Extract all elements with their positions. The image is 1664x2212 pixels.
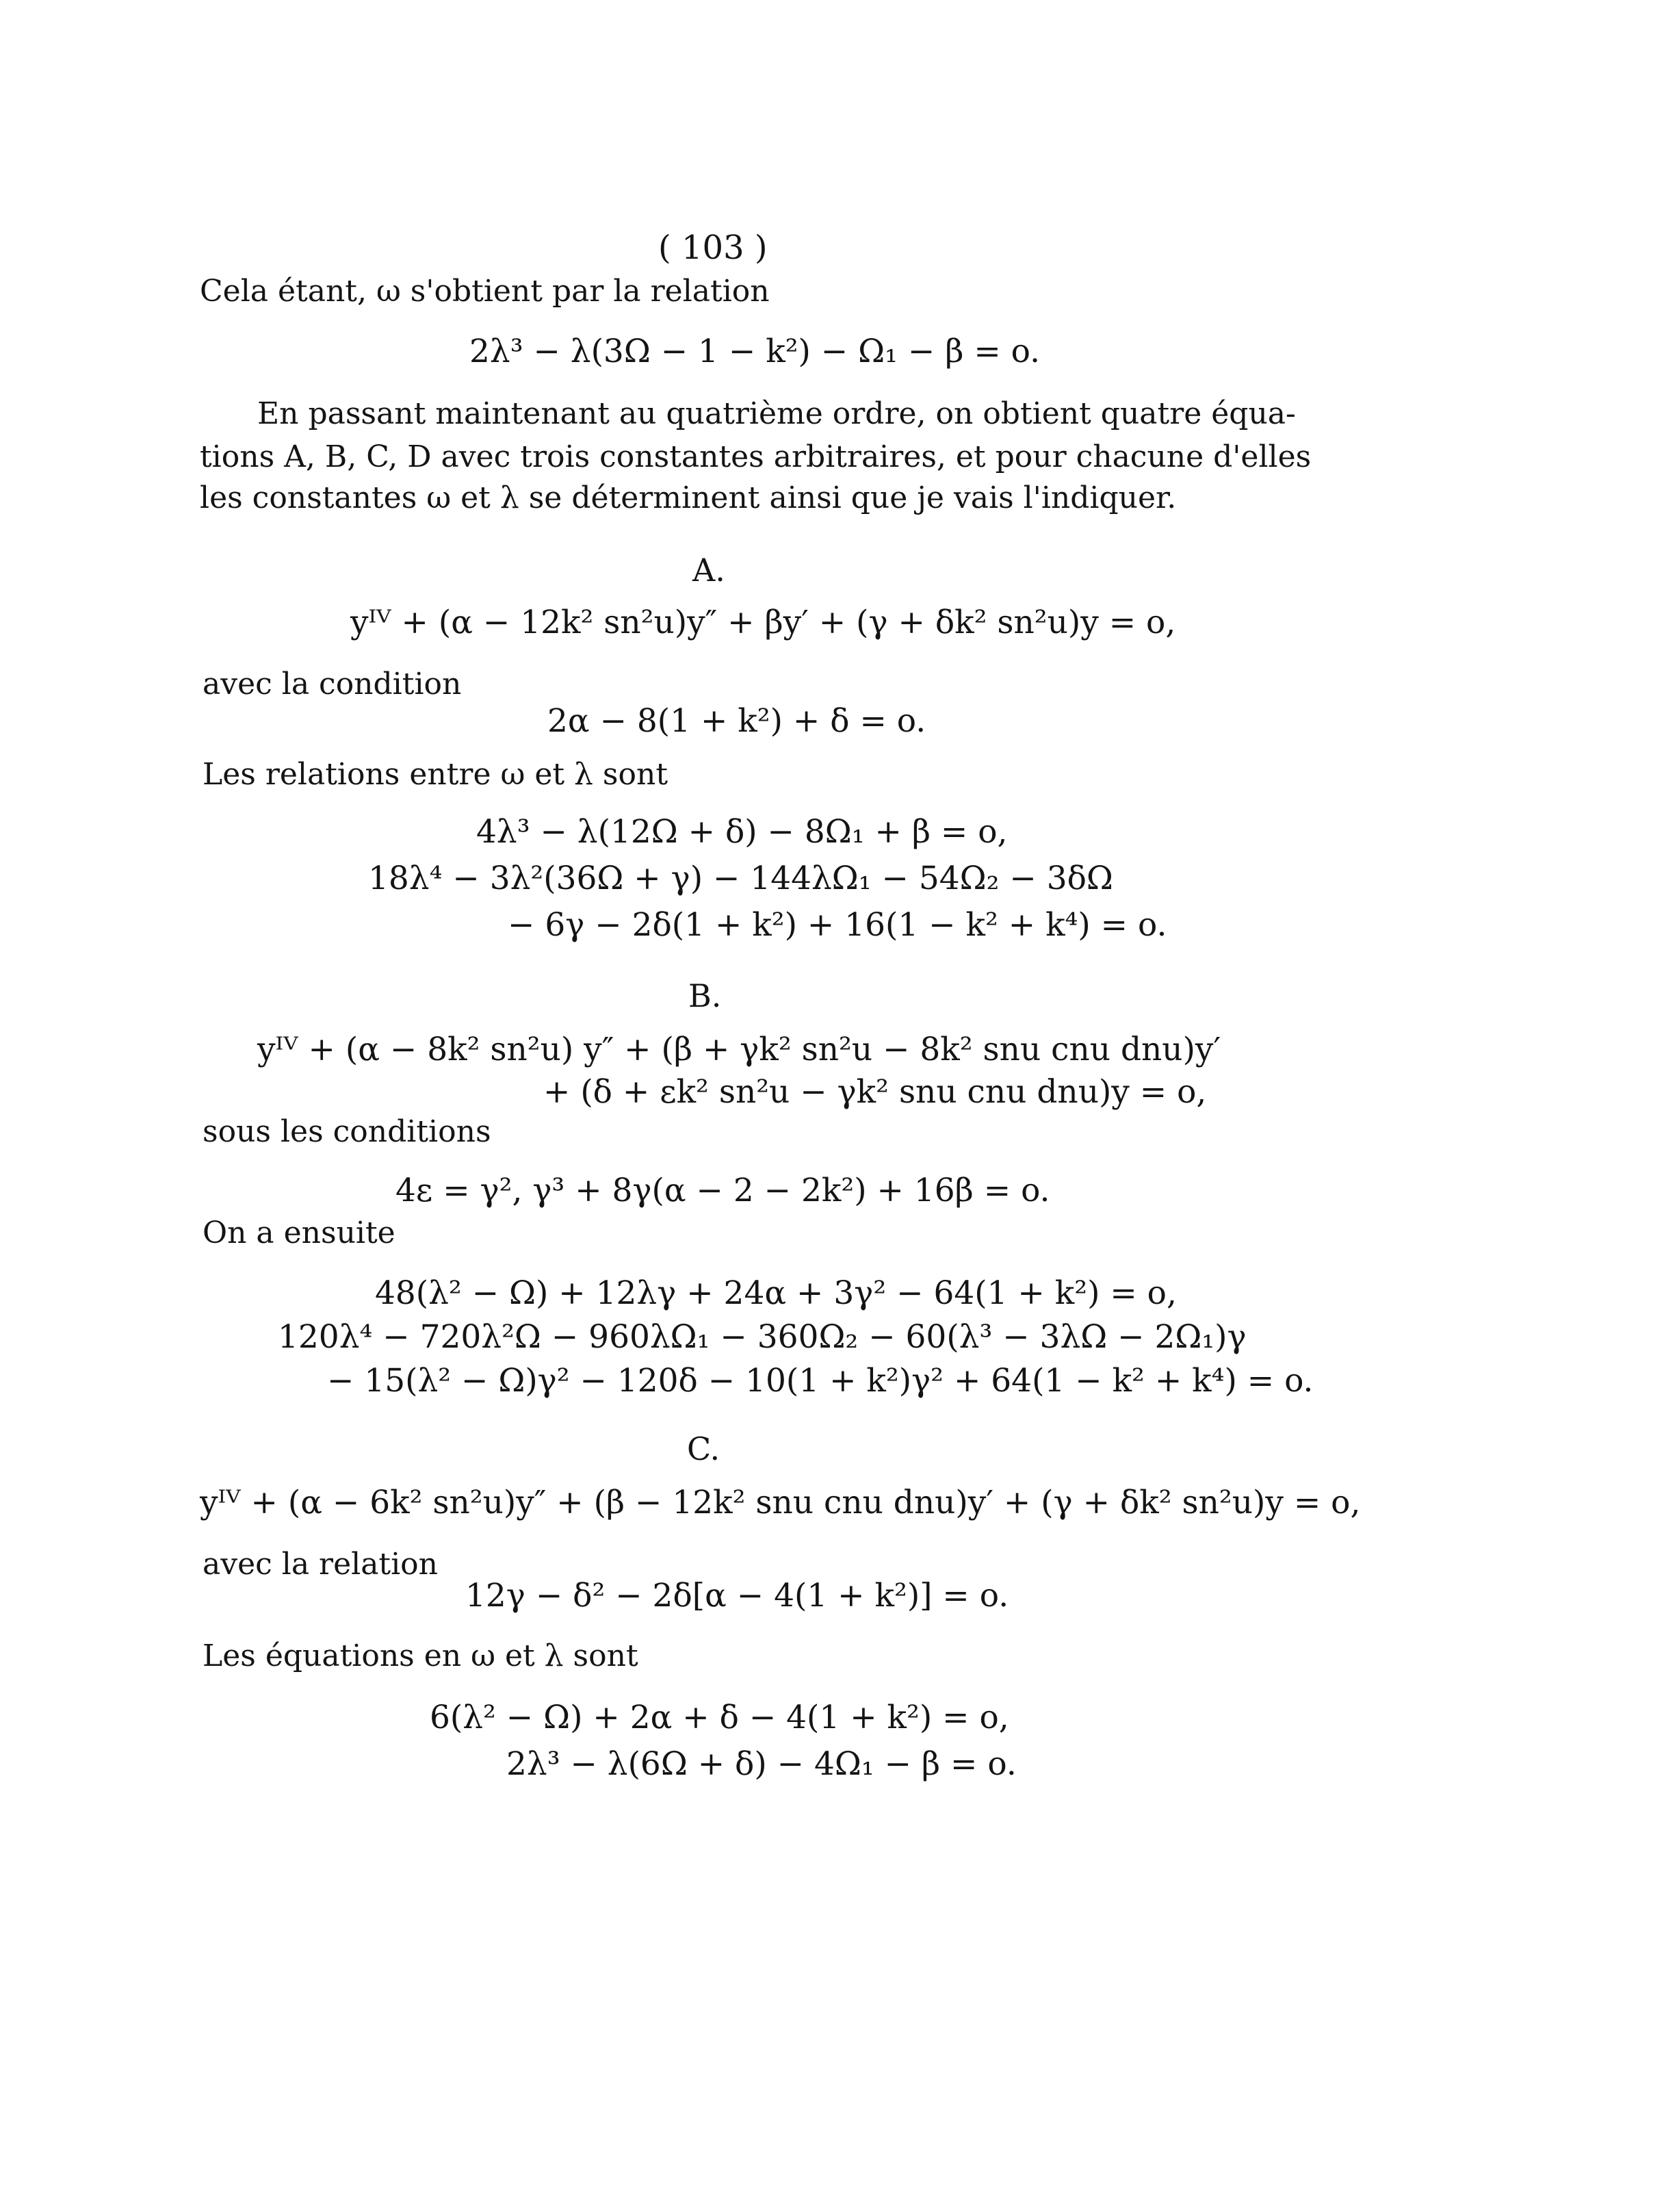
page-number: ( 103 ) bbox=[658, 229, 768, 267]
section-heading-c: C. bbox=[687, 1430, 720, 1467]
paragraph-line-1: En passant maintenant au quatrième ordre, on obtient quatre équa- bbox=[257, 396, 1296, 431]
equation-omega-relation: 2λ³ − λ(3Ω − 1 − k²) − Ω₁ − β = o. bbox=[469, 333, 1041, 370]
relation-b-3: − 15(λ² − Ω)γ² − 120δ − 10(1 + k²)γ² + 64(1 − k² + k⁴) = o. bbox=[327, 1362, 1314, 1400]
relation-c-1: 6(λ² − Ω) + 2α + δ − 4(1 + k²) = o, bbox=[430, 1699, 1009, 1736]
condition-equation-c: 12γ − δ² − 2δ[α − 4(1 + k²)] = o. bbox=[465, 1577, 1009, 1615]
equation-c: yᴵⱽ + (α − 6k² sn²u)y″ + (β − 12k² snu cnu dnu)y′ + (γ + δk² sn²u)y = o, bbox=[200, 1484, 1361, 1521]
relation-b-2: 120λ⁴ − 720λ²Ω − 960λΩ₁ − 360Ω₂ − 60(λ³ − 3λΩ − 2Ω₁)γ bbox=[278, 1318, 1247, 1356]
condition-label-b: sous les conditions bbox=[203, 1114, 491, 1149]
paragraph-line-3: les constantes ω et λ se déterminent ainsi que je vais l'indiquer. bbox=[200, 480, 1177, 515]
equation-b-line-1: yᴵⱽ + (α − 8k² sn²u) y″ + (β + γk² sn²u − 8k² snu cnu dnu)y′ bbox=[257, 1031, 1221, 1068]
text-line-cela-etant: Cela étant, ω s'obtient par la relation bbox=[200, 274, 770, 309]
condition-label-c: avec la relation bbox=[203, 1547, 439, 1582]
section-heading-a: A. bbox=[692, 552, 725, 589]
relations-label-c: Les équations en ω et λ sont bbox=[203, 1638, 638, 1673]
relations-label-a: Les relations entre ω et λ sont bbox=[203, 757, 668, 792]
condition-equation-a: 2α − 8(1 + k²) + δ = o. bbox=[547, 702, 926, 740]
relation-b-1: 48(λ² − Ω) + 12λγ + 24α + 3γ² − 64(1 + k²) = o, bbox=[375, 1274, 1177, 1312]
condition-label-a: avec la condition bbox=[203, 667, 462, 702]
condition-equation-b: 4ε = γ², γ³ + 8γ(α − 2 − 2k²) + 16β = o. bbox=[395, 1172, 1050, 1209]
relation-c-2: 2λ³ − λ(6Ω + δ) − 4Ω₁ − β = o. bbox=[506, 1745, 1017, 1783]
relation-a-1: 4λ³ − λ(12Ω + δ) − 8Ω₁ + β = o, bbox=[476, 813, 1008, 851]
section-heading-b: B. bbox=[688, 977, 722, 1014]
relation-a-3: − 6γ − 2δ(1 + k²) + 16(1 − k² + k⁴) = o. bbox=[508, 906, 1167, 944]
relation-a-2: 18λ⁴ − 3λ²(36Ω + γ) − 144λΩ₁ − 54Ω₂ − 3δΩ bbox=[368, 860, 1113, 897]
ensuite-label: On a ensuite bbox=[203, 1216, 395, 1250]
equation-a: yᴵⱽ + (α − 12k² sn²u)y″ + βy′ + (γ + δk² sn²u)y = o, bbox=[350, 604, 1176, 641]
paragraph-line-2: tions A, B, C, D avec trois constantes arbitraires, et pour chacune d'elles bbox=[200, 439, 1312, 474]
equation-b-line-2: + (δ + εk² sn²u − γk² snu cnu dnu)y = o, bbox=[543, 1073, 1207, 1111]
